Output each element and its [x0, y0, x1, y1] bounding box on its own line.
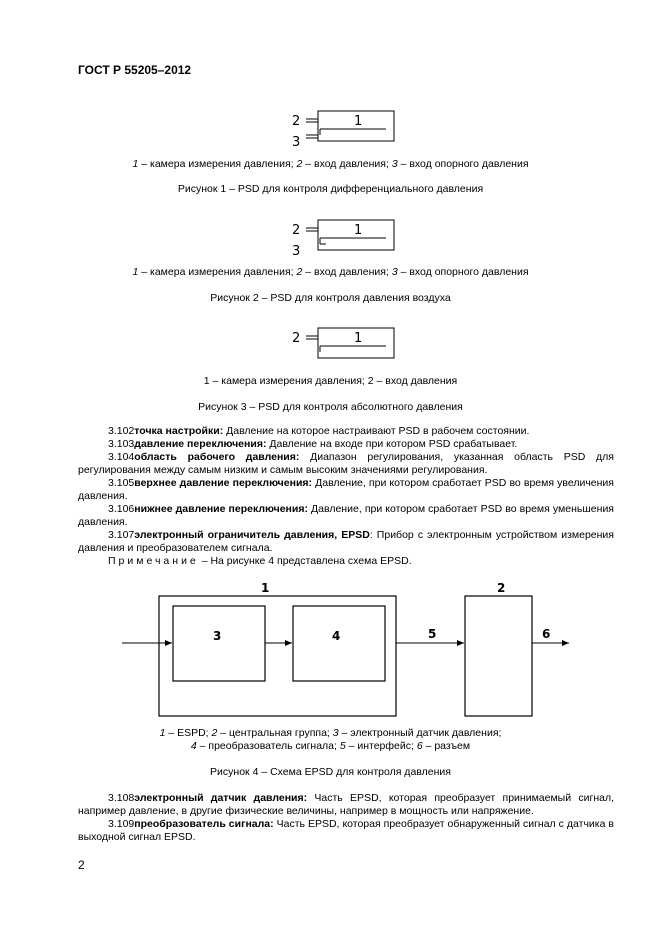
note: Примечание – На рисунке 4 представлена схема EPSD. — [108, 555, 412, 567]
figure-4-legend-line-1: 1 – ESPD; 2 – центральная группа; 3 – электронный датчик давления; — [159, 727, 502, 739]
definition-3-103: 3.103давление переключения: Давление на входе при котором PSD срабатывает. — [108, 438, 518, 450]
definition-3-102: 3.102точка настройки: Давление на которое настраивают PSD в рабочем состоянии. — [108, 425, 530, 437]
figure-4-legend-line-2: 4 – преобразователь сигнала; 5 – интерфейс; 6 – разъем — [190, 740, 471, 752]
label-4: 4 — [332, 629, 341, 643]
figure-1-caption: Рисунок 1 – PSD для контроля дифференциального давления — [177, 183, 484, 195]
figure-3-diagram — [286, 325, 406, 370]
definition-3-109: 3.109преобразователь сигнала: Часть EPSD, которая преобразует обнаруженный сигнал с датчика в выходной сигнал EPSD. — [78, 818, 614, 843]
sensor-box — [173, 606, 265, 681]
definitions-block-2 — [78, 792, 614, 844]
definition-3-105: 3.105верхнее давление переключения: Давление, при котором сработает PSD во время увеличения давления. — [78, 477, 614, 502]
definitions-block — [78, 425, 614, 568]
figure-4-diagram — [118, 578, 588, 723]
figure-3-legend: 1 – камера измерения давления; 2 – вход давления — [203, 375, 458, 387]
label-1: 1 — [354, 331, 363, 346]
converter-box — [293, 606, 385, 681]
document-code: ГОСТ Р 55205–2012 — [78, 63, 192, 77]
espd-box — [159, 596, 396, 716]
figure-1-diagram — [286, 108, 406, 155]
definition-3-104: 3.104область рабочего давления: Диапазон регулирования, указанная область PSD для регулирования между самым низким и самым высоким значениями регулирования. — [78, 451, 614, 476]
definition-3-108: 3.108электронный датчик давления: Часть EPSD, которая преобразует принимаемый сигнал, например давление, в другие физические величины, например в мощность или напряжение. — [78, 792, 615, 817]
label-2: 2 — [292, 223, 301, 238]
definition-3-106: 3.106нижнее давление переключения: Давление, при котором сработает PSD во время уменьшения давления. — [78, 503, 614, 528]
label-2: 2 — [497, 581, 506, 595]
definition-3-107: 3.107электронный ограничитель давления, EPSD: Прибор с электронным устройством измерения давления и преобразователем сигнала. — [78, 529, 614, 554]
label-5: 5 — [428, 627, 437, 641]
central-group-box — [465, 596, 532, 716]
page-number: 2 — [78, 858, 85, 872]
label-2: 2 — [292, 114, 301, 129]
label-1: 1 — [354, 114, 363, 129]
label-6: 6 — [542, 627, 551, 641]
figure-2-caption: Рисунок 2 – PSD для контроля давления воздуха — [210, 292, 451, 304]
label-1: 1 — [354, 223, 363, 238]
label-3: 3 — [213, 629, 222, 643]
label-3: 3 — [292, 244, 301, 259]
label-3: 3 — [292, 135, 301, 150]
figure-2-diagram — [286, 217, 406, 264]
figure-1-legend: 1 – камера измерения давления; 2 – вход давления; 3 – вход опорного давления — [132, 158, 529, 170]
label-2: 2 — [292, 331, 301, 346]
figure-4-caption: Рисунок 4 – Схема EPSD для контроля давления — [210, 766, 451, 778]
figure-2-legend: 1 – камера измерения давления; 2 – вход давления; 3 – вход опорного давления — [132, 266, 529, 278]
figure-3-caption: Рисунок 3 – PSD для контроля абсолютного давления — [198, 401, 463, 413]
label-1: 1 — [261, 581, 270, 595]
